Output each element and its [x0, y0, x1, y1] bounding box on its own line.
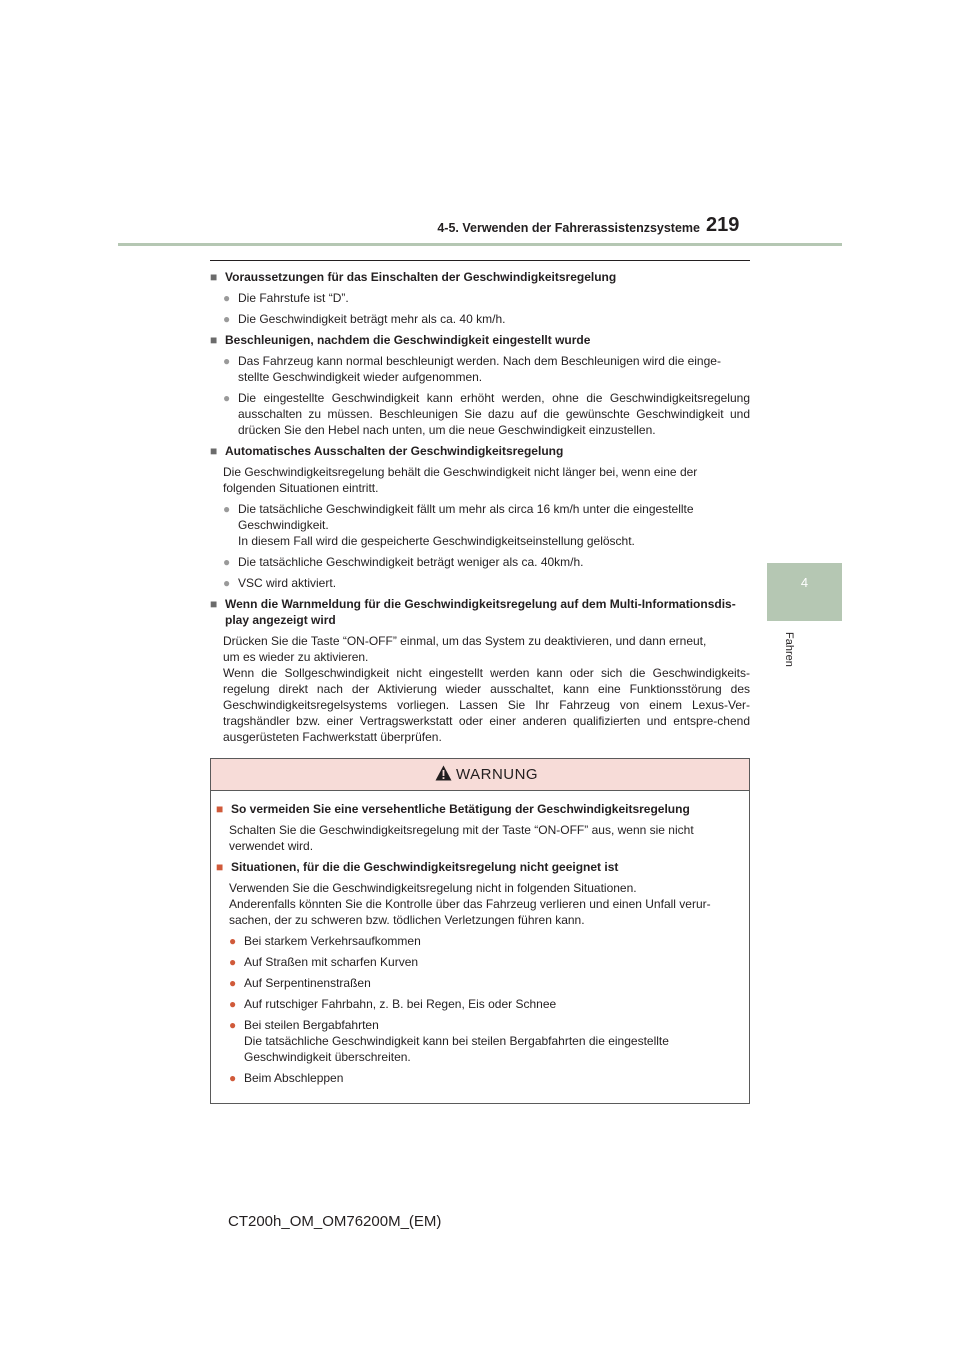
square-bullet-icon: ■ [210, 597, 218, 611]
circle-bullet-icon: ● [223, 291, 231, 305]
paragraph: Verwenden Sie die Geschwindigkeitsregelung nicht in folgenden Situationen. Anderenfalls könnten Sie die Kontrolle über das Fahrzeug verlieren und einen Unfall verur- sachen, der zu schweren bzw. tödlichen Verletzungen führen kann. [229, 881, 711, 927]
circle-bullet-icon: ● [229, 976, 237, 990]
square-bullet-icon: ■ [210, 444, 218, 458]
circle-bullet-icon: ● [229, 955, 237, 969]
circle-bullet-icon: ● [223, 576, 231, 590]
list-item: ● Auf Serpentinenstraßen [229, 976, 371, 990]
list-item: ● Beim Abschleppen [229, 1071, 344, 1085]
circle-bullet-icon: ● [229, 934, 237, 948]
list-item: ● Die eingestellte Geschwindigkeit kann erhöht werden, ohne die Geschwindigkeitsregelung ausschalten zu müssen. Beschleunigen Sie dazu auf die gewünschte Geschwindigkeit und drücken Sie den Hebel nach unten, um die neue Geschwindigkeit einzustellen. [223, 391, 750, 437]
warning-body [216, 801, 743, 1091]
square-bullet-icon: ■ [210, 270, 218, 284]
list-item: ● Auf Straßen mit scharfen Kurven [229, 955, 419, 969]
list-item: ● Das Fahrzeug kann normal beschleunigt werden. Nach dem Beschleunigen wird die einge- stellte Geschwindigkeit wieder aufgenommen. [223, 354, 721, 384]
list-item: ● Die tatsächliche Geschwindigkeit fällt um mehr als circa 16 km/h unter die eingestellte Geschwindigkeit. In diesem Fall wird die gespeicherte Geschwindigkeitseinstellung gelöscht. [223, 502, 694, 548]
circle-bullet-icon: ● [229, 997, 237, 1011]
list-item: ● Die tatsächliche Geschwindigkeit beträgt weniger als ca. 40km/h. [223, 555, 584, 569]
main-content [210, 269, 750, 750]
list-item: ● VSC wird aktiviert. [223, 576, 337, 590]
warning-label: WARNUNG [456, 766, 539, 783]
document-code: CT200h_OM_OM76200M_(EM) [228, 1213, 442, 1230]
warning-triangle-icon [435, 765, 452, 781]
circle-bullet-icon: ● [223, 354, 231, 368]
circle-bullet-icon: ● [229, 1071, 237, 1085]
square-bullet-icon: ■ [216, 860, 224, 874]
page-number: 219 [706, 214, 740, 236]
chapter-label-wrap [783, 632, 801, 672]
square-bullet-icon: ■ [216, 802, 224, 816]
section-heading: ■ Wenn die Warnmeldung für die Geschwindigkeitsregelung auf dem Multi-Informationsdis- play angezeigt wird [210, 597, 736, 627]
warning-heading: ■ Situationen, für die die Geschwindigkeitsregelung nicht geeignet ist [216, 860, 619, 874]
circle-bullet-icon: ● [223, 502, 231, 516]
section-heading: ■ Beschleunigen, nachdem die Geschwindigkeit eingestellt wurde [210, 333, 591, 347]
chapter-label: Fahren [783, 632, 795, 667]
paragraph: Drücken Sie die Taste “ON-OFF” einmal, um das System zu deaktivieren, und dann erneut, um es wieder zu aktivieren. Wenn die Sollgeschwindigkeit nicht eingestellt werden kann oder sich die Geschwindigkeits-regelung direkt nach der Aktivierung wieder ausschaltet, kann eine Funktionsstörung des Geschwindigkeitsregelsystems vorliegen. Lassen Sie Ihr Fahrzeug von einem Lexus-Ver-tragshändler bzw. einer Vertragswerkstatt oder einer anderen qualifizierten und entspre-chend ausgerüsteten Fachwerkstatt überprüfen. [223, 634, 750, 744]
content-rule [210, 260, 750, 261]
list-item: ● Die Geschwindigkeit beträgt mehr als ca. 40 km/h. [223, 312, 506, 326]
paragraph: Die Geschwindigkeitsregelung behält die Geschwindigkeit nicht länger bei, wenn eine der folgenden Situationen eintritt. [223, 465, 698, 495]
square-bullet-icon: ■ [210, 333, 218, 347]
circle-bullet-icon: ● [223, 312, 231, 326]
chapter-number: 4 [800, 575, 809, 590]
section-title: 4-5. Verwenden der Fahrerassistenzsysteme [437, 221, 700, 235]
circle-bullet-icon: ● [223, 555, 231, 569]
list-item: ● Die Fahrstufe ist “D”. [223, 291, 349, 305]
warning-header [211, 759, 749, 791]
warning-heading: ■ So vermeiden Sie eine versehentliche Betätigung der Geschwindigkeitsregelung [216, 802, 690, 816]
circle-bullet-icon: ● [223, 391, 231, 405]
section-heading: ■ Voraussetzungen für das Einschalten der Geschwindigkeitsregelung [210, 270, 617, 284]
chapter-tab[interactable] [767, 563, 842, 621]
list-item: ● Auf rutschiger Fahrbahn, z. B. bei Regen, Eis oder Schnee [229, 997, 557, 1011]
list-item: ● Bei steilen Bergabfahrten Die tatsächliche Geschwindigkeit kann bei steilen Bergabfahrten die eingestellte Geschwindigkeit überschreiten. [229, 1018, 669, 1064]
paragraph: Schalten Sie die Geschwindigkeitsregelung mit der Taste “ON-OFF” aus, wenn sie nicht verwendet wird. [229, 823, 694, 853]
section-heading: ■ Automatisches Ausschalten der Geschwindigkeitsregelung [210, 444, 564, 458]
list-item: ● Bei starkem Verkehrsaufkommen [229, 934, 421, 948]
warning-box [210, 758, 750, 1104]
circle-bullet-icon: ● [229, 1018, 237, 1032]
header-rule [118, 243, 842, 246]
